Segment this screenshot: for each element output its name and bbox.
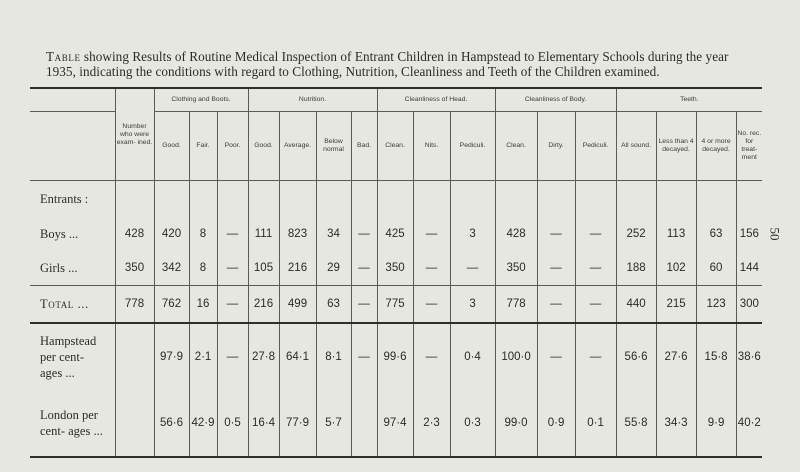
subheader-cell: Dirty. bbox=[537, 112, 575, 181]
table-cell: 425 bbox=[377, 217, 413, 251]
table-cell: 0·1 bbox=[575, 390, 616, 457]
subheader-cell: Less than 4 decayed. bbox=[656, 112, 696, 181]
table-cell: — bbox=[413, 286, 450, 324]
subheader-cell: Clean. bbox=[495, 112, 537, 181]
table-cell: 775 bbox=[377, 286, 413, 324]
subheader-cell: Below normal bbox=[316, 112, 351, 181]
table-cell: 3 bbox=[450, 217, 495, 251]
total-row bbox=[30, 286, 762, 324]
table-cell: 111 bbox=[248, 217, 279, 251]
table-cell: — bbox=[217, 323, 248, 390]
table-cell: 8·1 bbox=[316, 323, 351, 390]
london-percent-row bbox=[30, 390, 762, 457]
table-cell: — bbox=[575, 286, 616, 324]
table-cell: — bbox=[537, 323, 575, 390]
table-cell: — bbox=[413, 217, 450, 251]
table-row bbox=[30, 217, 762, 251]
table-cell: 97·4 bbox=[377, 390, 413, 457]
table-cell: — bbox=[575, 323, 616, 390]
table-cell: 252 bbox=[616, 217, 656, 251]
subheader-cell: All sound. bbox=[616, 112, 656, 181]
group-header-body: Cleanliness of Body. bbox=[495, 88, 616, 112]
table-cell: 778 bbox=[495, 286, 537, 324]
table-cell: 55·8 bbox=[616, 390, 656, 457]
table-cell: — bbox=[413, 323, 450, 390]
table-cell: 15·8 bbox=[696, 323, 736, 390]
table-cell: — bbox=[413, 251, 450, 286]
table-cell: — bbox=[217, 251, 248, 286]
table-cell: 300 bbox=[736, 286, 762, 324]
table-cell: 97·9 bbox=[154, 323, 189, 390]
subheader-cell: Nits. bbox=[413, 112, 450, 181]
table-cell: — bbox=[351, 251, 377, 286]
row-label: Total ... bbox=[30, 286, 115, 324]
table-cell: 156 bbox=[736, 217, 762, 251]
table-cell: 350 bbox=[495, 251, 537, 286]
table-cell: — bbox=[537, 286, 575, 324]
table-cell: 105 bbox=[248, 251, 279, 286]
table-cell: — bbox=[351, 217, 377, 251]
table-cell: 16 bbox=[189, 286, 217, 324]
group-header-clothing: Clothing and Boots. bbox=[154, 88, 248, 112]
row-label: Girls ... bbox=[40, 260, 78, 275]
subheader-cell: Clean. bbox=[377, 112, 413, 181]
table-cell: 16·4 bbox=[248, 390, 279, 457]
table-cell: 42·9 bbox=[189, 390, 217, 457]
corner-cell-lower bbox=[30, 112, 115, 181]
table-cell bbox=[115, 390, 154, 457]
table-cell: 8 bbox=[189, 217, 217, 251]
inspection-table bbox=[30, 87, 762, 458]
caption-lead: Table bbox=[46, 49, 81, 64]
table-cell: 0·5 bbox=[217, 390, 248, 457]
table-cell: 823 bbox=[279, 217, 316, 251]
table-cell: 27·8 bbox=[248, 323, 279, 390]
section-label: Entrants : bbox=[40, 191, 89, 206]
row-label: London per cent- ages ... bbox=[30, 390, 115, 457]
table-row bbox=[30, 251, 762, 286]
table-cell: — bbox=[575, 251, 616, 286]
hampstead-percent-row bbox=[30, 323, 762, 390]
table-cell: 29 bbox=[316, 251, 351, 286]
table-cell: 8 bbox=[189, 251, 217, 286]
table-cell: 0·4 bbox=[450, 323, 495, 390]
table-cell: 27·6 bbox=[656, 323, 696, 390]
table-cell: 5·7 bbox=[316, 390, 351, 457]
table-cell: 499 bbox=[279, 286, 316, 324]
table-cell: 60 bbox=[696, 251, 736, 286]
caption-text: showing Results of Routine Medical Inspection of Entrant Children in Hampstead to Elementary Schools during the year 1935, indicating the conditions with regard to Clothing, Nutrition, Cleanliness and Teeth of the Children examined. bbox=[46, 49, 729, 79]
table-cell: 34·3 bbox=[656, 390, 696, 457]
table-cell: 0·9 bbox=[537, 390, 575, 457]
table-cell: 188 bbox=[616, 251, 656, 286]
table-cell: 34 bbox=[316, 217, 351, 251]
table-cell: 38·6 bbox=[736, 323, 762, 390]
table-cell: 9·9 bbox=[696, 390, 736, 457]
subheader-cell: Fair. bbox=[189, 112, 217, 181]
table-cell: 102 bbox=[656, 251, 696, 286]
table-cell: — bbox=[450, 251, 495, 286]
table-cell: 440 bbox=[616, 286, 656, 324]
table-cell: — bbox=[575, 217, 616, 251]
table-cell: — bbox=[217, 286, 248, 324]
table-cell: 77·9 bbox=[279, 390, 316, 457]
table-cell: 99·6 bbox=[377, 323, 413, 390]
group-header-nutrition: Nutrition. bbox=[248, 88, 377, 112]
table-cell: 350 bbox=[377, 251, 413, 286]
table-cell: — bbox=[217, 217, 248, 251]
table-cell: 215 bbox=[656, 286, 696, 324]
table-cell: 762 bbox=[154, 286, 189, 324]
table-cell: 40·2 bbox=[736, 390, 762, 457]
table-cell: 144 bbox=[736, 251, 762, 286]
table-cell: 64·1 bbox=[279, 323, 316, 390]
page-number: 50 bbox=[767, 227, 783, 241]
subheader-cell: Pediculi. bbox=[450, 112, 495, 181]
table-cell bbox=[115, 323, 154, 390]
group-header-teeth: Teeth. bbox=[616, 88, 762, 112]
table-cell: 216 bbox=[279, 251, 316, 286]
table-cell bbox=[351, 390, 377, 457]
subheader-cell: Good. bbox=[248, 112, 279, 181]
subheader-cell: No. rec. for treat- ment bbox=[736, 112, 762, 181]
table-cell: 56·6 bbox=[616, 323, 656, 390]
table-cell: — bbox=[537, 251, 575, 286]
corner-cell bbox=[30, 88, 115, 112]
table-cell: 350 bbox=[115, 251, 154, 286]
table-cell: 123 bbox=[696, 286, 736, 324]
table-caption bbox=[46, 50, 758, 79]
table-cell: — bbox=[537, 217, 575, 251]
table-cell: 428 bbox=[495, 217, 537, 251]
row-label: Hampstead per cent- ages ... bbox=[40, 334, 97, 380]
table-cell: 63 bbox=[696, 217, 736, 251]
table-cell: 100·0 bbox=[495, 323, 537, 390]
subheader-cell: Pediculi. bbox=[575, 112, 616, 181]
table-cell: 2·3 bbox=[413, 390, 450, 457]
table-cell: 342 bbox=[154, 251, 189, 286]
table-cell: 778 bbox=[115, 286, 154, 324]
table-cell: — bbox=[351, 286, 377, 324]
table-cell: 428 bbox=[115, 217, 154, 251]
subheader-cell: 4 or more decayed. bbox=[696, 112, 736, 181]
table-cell: — bbox=[351, 323, 377, 390]
group-header-head: Cleanliness of Head. bbox=[377, 88, 495, 112]
table-cell: 113 bbox=[656, 217, 696, 251]
table-cell: 2·1 bbox=[189, 323, 217, 390]
table-cell: 56·6 bbox=[154, 390, 189, 457]
table-cell: 63 bbox=[316, 286, 351, 324]
row-label: Boys ... bbox=[40, 226, 79, 241]
number-examined-header: Number who were exam- ined. bbox=[115, 88, 154, 181]
table-cell: 99·0 bbox=[495, 390, 537, 457]
table-cell: 3 bbox=[450, 286, 495, 324]
table-cell: 216 bbox=[248, 286, 279, 324]
subheader-cell: Bad. bbox=[351, 112, 377, 181]
table-cell: 0·3 bbox=[450, 390, 495, 457]
subheader-cell: Good. bbox=[154, 112, 189, 181]
table-cell: 420 bbox=[154, 217, 189, 251]
subheader-cell: Poor. bbox=[217, 112, 248, 181]
subheader-cell: Average. bbox=[279, 112, 316, 181]
